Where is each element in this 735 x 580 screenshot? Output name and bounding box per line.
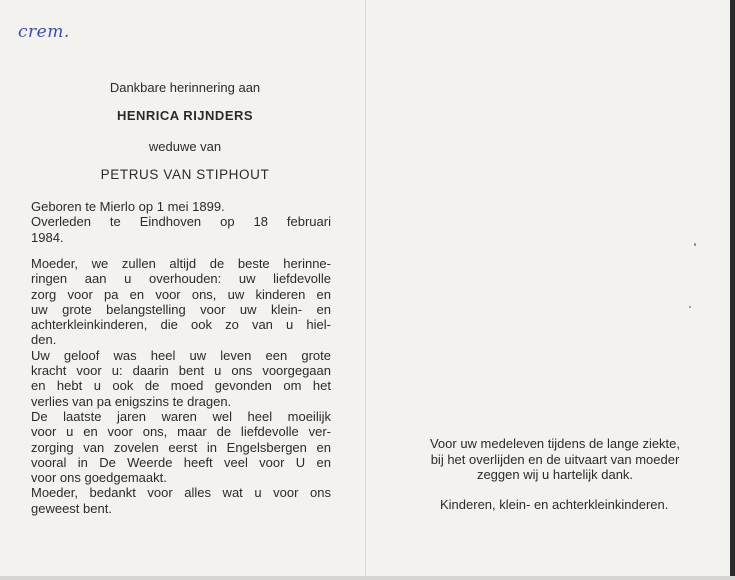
death-line: Overleden te Eindhoven op 18 februari — [31, 214, 331, 230]
widow-of-text: weduwe van — [148, 139, 222, 154]
card-fold — [365, 0, 366, 580]
memorial-line: Moeder, bedankt voor alles wat u voor ons — [31, 485, 331, 501]
memorial-line: kracht voor u: daarin bent u ons voorgegaan — [31, 363, 331, 379]
card-edge — [730, 0, 735, 580]
memorial-line: den. — [31, 332, 57, 348]
life-dates — [31, 199, 331, 245]
memorial-line: uw grote belangstelling voor uw klein- en — [31, 301, 331, 317]
memorial-line: ringen aan u overhouden: uw liefdevolle — [31, 271, 331, 287]
thanks-line: bij het overlijden en de uitvaart van moeder — [430, 451, 680, 467]
memorial-line: zorg voor pa en voor ons, uw kinderen en — [31, 286, 331, 302]
thanks-line: Voor uw medeleven tijdens de lange ziekte, — [429, 436, 681, 451]
memorial-line: vooral in De Weerde heeft veel voor U en — [31, 454, 331, 470]
memorial-line: verlies van pa enigszins te dragen. — [31, 393, 232, 409]
intro-text: Dankbare herinnering aan — [109, 80, 261, 95]
memorial-line: voor u en voor ons, maar de liefdevolle ver- — [31, 424, 331, 440]
memorial-line: achterkleinkinderen, die ook zo van u hiel- — [31, 317, 331, 333]
family-signature: Kinderen, klein- en achterkleinkinderen. — [440, 497, 669, 512]
death-year-line: 1984. — [31, 229, 64, 245]
memorial-line: Uw geloof was heel uw leven een grote — [31, 347, 331, 363]
paper-speck — [694, 243, 696, 246]
memorial-text — [31, 256, 331, 516]
memorial-line: zorging van zovelen eerst in Engelsbergen en — [31, 439, 331, 455]
handwritten-note: crem. — [18, 22, 70, 42]
memorial-line: en hebt u ook de moed gevonden om het — [31, 378, 331, 394]
thanks-line: zeggen wij u hartelijk dank. — [476, 467, 634, 482]
memorial-line: voor ons goedgemaakt. — [31, 470, 167, 486]
card-bottom-edge — [0, 576, 735, 580]
husband-name: PETRUS VAN STIPHOUT — [100, 167, 270, 182]
memorial-line: De laatste jaren waren wel heel moeilijk — [31, 408, 331, 424]
memorial-line: geweest bent. — [31, 500, 112, 516]
paper-speck — [689, 306, 691, 308]
memorial-line: Moeder, we zullen altijd de beste herinne- — [31, 256, 331, 271]
thanks-text — [390, 436, 720, 483]
deceased-name: HENRICA RIJNDERS — [116, 108, 254, 123]
birth-line: Geboren te Mierlo op 1 mei 1899. — [31, 199, 225, 214]
